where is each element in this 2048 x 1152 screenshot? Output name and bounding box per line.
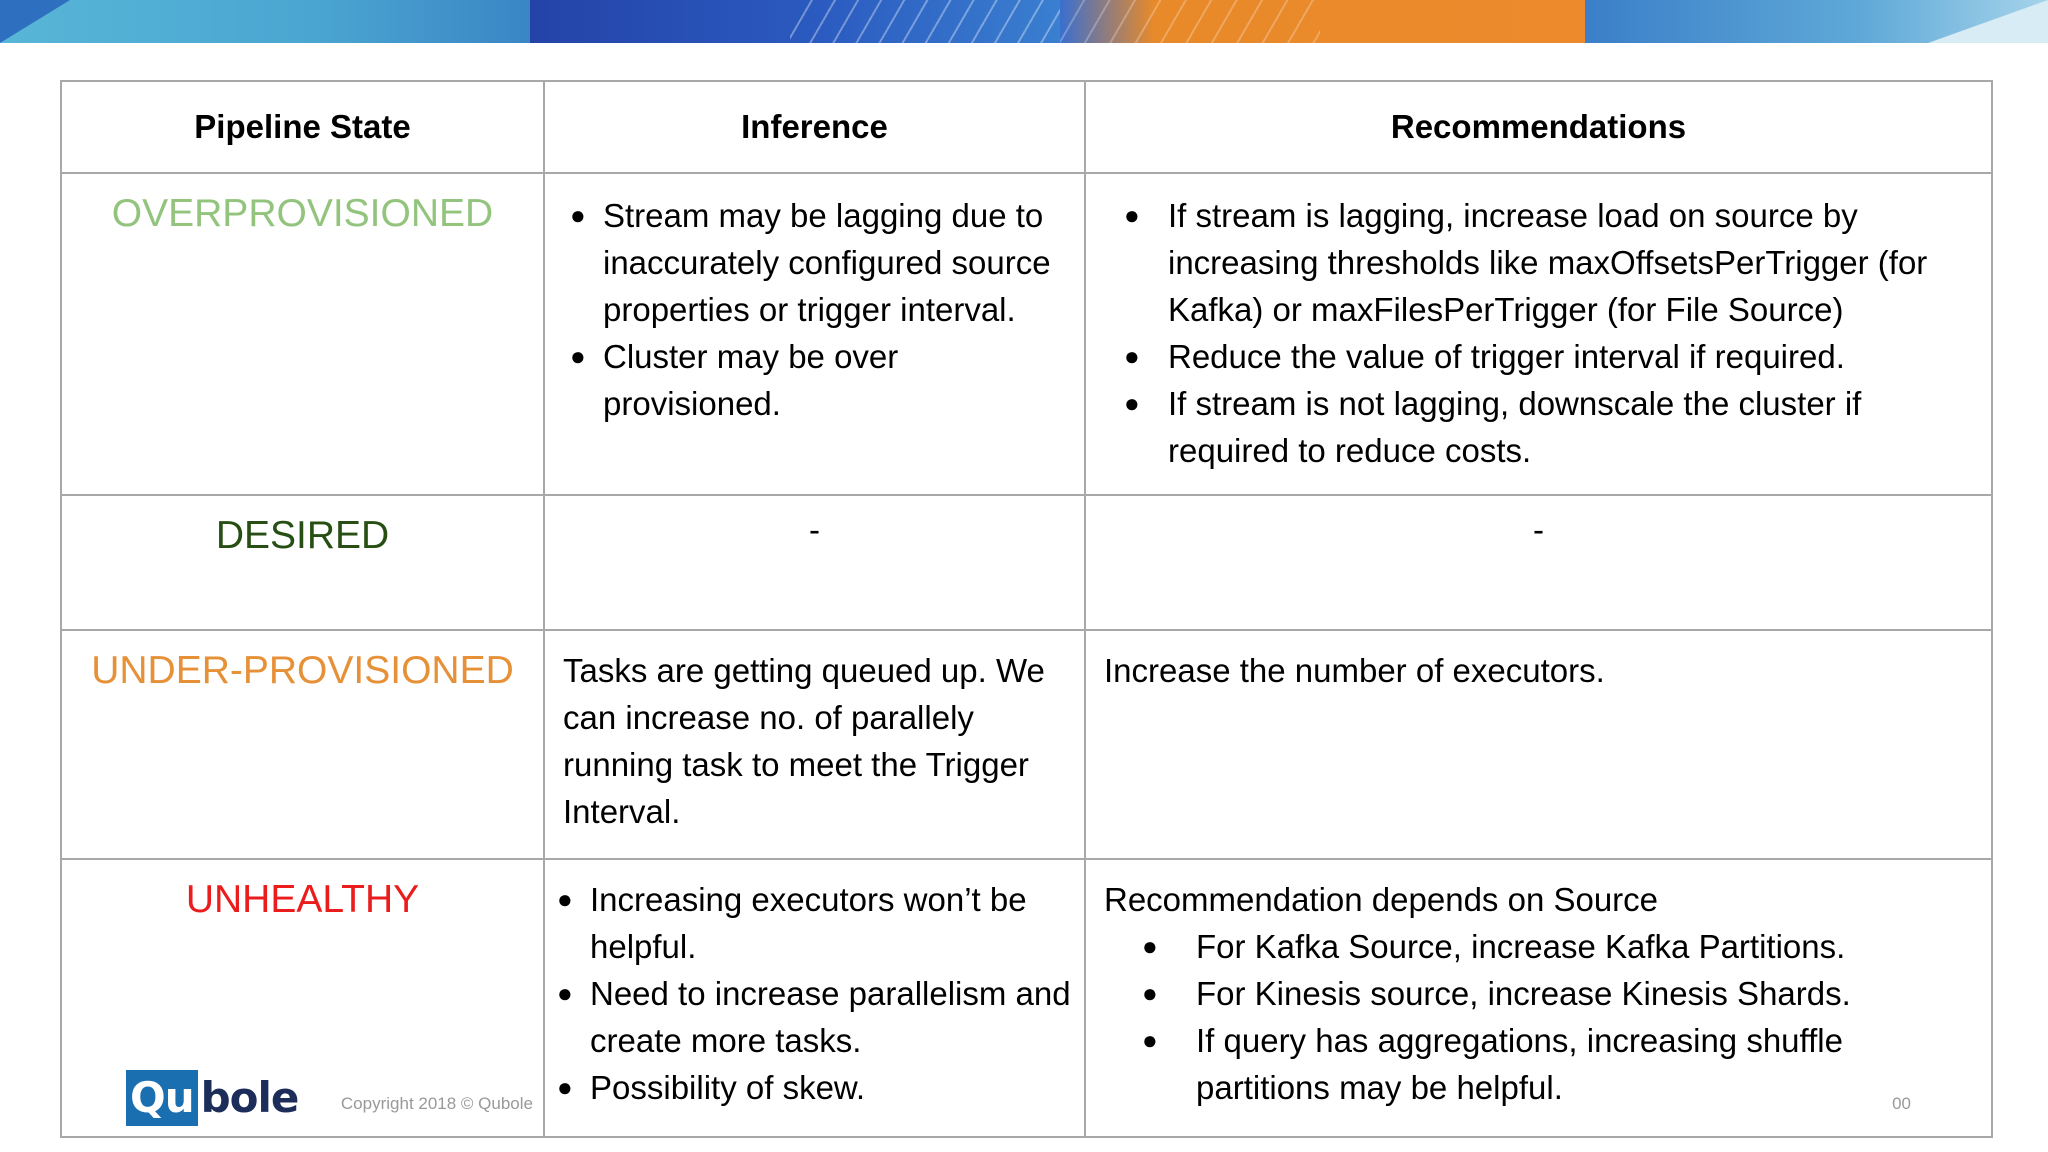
- qubole-logo: [126, 1070, 298, 1126]
- header-inference: Inference: [544, 81, 1085, 173]
- copyright-text: Copyright 2018 © Qubole: [340, 1094, 533, 1113]
- list-item: ● Reduce the value of trigger interval if required.: [1086, 333, 1981, 380]
- banner-segment-4: [1585, 0, 2048, 43]
- list-item: ● Increasing executors won’t be helpful.: [545, 876, 1074, 970]
- inference-cell: -: [544, 495, 1085, 630]
- bullet-icon: ●: [1124, 388, 1140, 418]
- table-row: [61, 173, 1992, 495]
- list-item: ● Need to increase parallelism and create more tasks.: [545, 970, 1074, 1064]
- banner-segment-1: [0, 0, 530, 43]
- inference-cell: Tasks are getting queued up. We can increase no. of parallely running task to meet the Trigger Interval.: [544, 630, 1085, 859]
- banner-segment-3: [1060, 0, 1585, 43]
- list-item: ● If stream is lagging, increase load on source by increasing thresholds like maxOffsetsPerTrigger (for Kafka) or maxFilesPerTrigger (for File Source): [1086, 192, 1981, 333]
- recommendations-cell: -: [1085, 495, 1992, 630]
- inference-cell: [544, 859, 1085, 1137]
- bullet-icon: ●: [1142, 978, 1158, 1008]
- list-item: ● Cluster may be over provisioned.: [545, 333, 1074, 427]
- state-desired: DESIRED: [61, 495, 544, 630]
- state-overprovisioned: OVERPROVISIONED: [61, 173, 544, 495]
- inference-cell: [544, 173, 1085, 495]
- recommendations-intro: Recommendation depends on Source: [1104, 881, 1659, 918]
- list-item: ● If query has aggregations, increasing shuffle partitions may be helpful.: [1104, 1017, 1981, 1111]
- state-unhealthy-cell: [61, 859, 544, 1137]
- list-item: ● Stream may be lagging due to inaccurately configured source properties or trigger interval.: [545, 192, 1074, 333]
- header-recommendations: Recommendations: [1085, 81, 1992, 173]
- bullet-icon: ●: [1142, 931, 1158, 961]
- bullet-icon: ●: [570, 200, 586, 230]
- table-header-row: [61, 81, 1992, 173]
- recommendations-cell: Increase the number of executors.: [1085, 630, 1992, 859]
- banner-segment-2: [530, 0, 1060, 43]
- bullet-icon: ●: [1124, 200, 1140, 230]
- list-item: ● Possibility of skew.: [545, 1064, 1074, 1111]
- list-item: ● For Kinesis source, increase Kinesis Shards.: [1104, 970, 1981, 1017]
- table-row: [61, 630, 1992, 859]
- bullet-icon: ●: [557, 978, 573, 1008]
- recommendations-cell: [1085, 173, 1992, 495]
- bullet-icon: ●: [557, 1072, 573, 1102]
- list-item: ● If stream is not lagging, downscale the cluster if required to reduce costs.: [1086, 380, 1981, 474]
- recommendations-cell: [1085, 859, 1992, 1137]
- logo-text: bole: [200, 1073, 299, 1122]
- bullet-icon: ●: [1124, 341, 1140, 371]
- bullet-icon: ●: [1142, 1025, 1158, 1055]
- pipeline-state-table: [60, 80, 1993, 1138]
- bullet-icon: ●: [557, 884, 573, 914]
- state-under-provisioned: UNDER-PROVISIONED: [61, 630, 544, 859]
- bullet-icon: ●: [570, 341, 586, 371]
- page-number: 00: [1892, 1094, 1911, 1113]
- state-unhealthy: UNHEALTHY: [185, 878, 420, 921]
- table-row: [61, 859, 1992, 1137]
- list-item: ● For Kafka Source, increase Kafka Partitions.: [1104, 923, 1981, 970]
- logo-box: Qu: [126, 1070, 198, 1126]
- top-banner: [0, 0, 2048, 43]
- header-pipeline-state: Pipeline State: [61, 81, 544, 173]
- table-row: [61, 495, 1992, 630]
